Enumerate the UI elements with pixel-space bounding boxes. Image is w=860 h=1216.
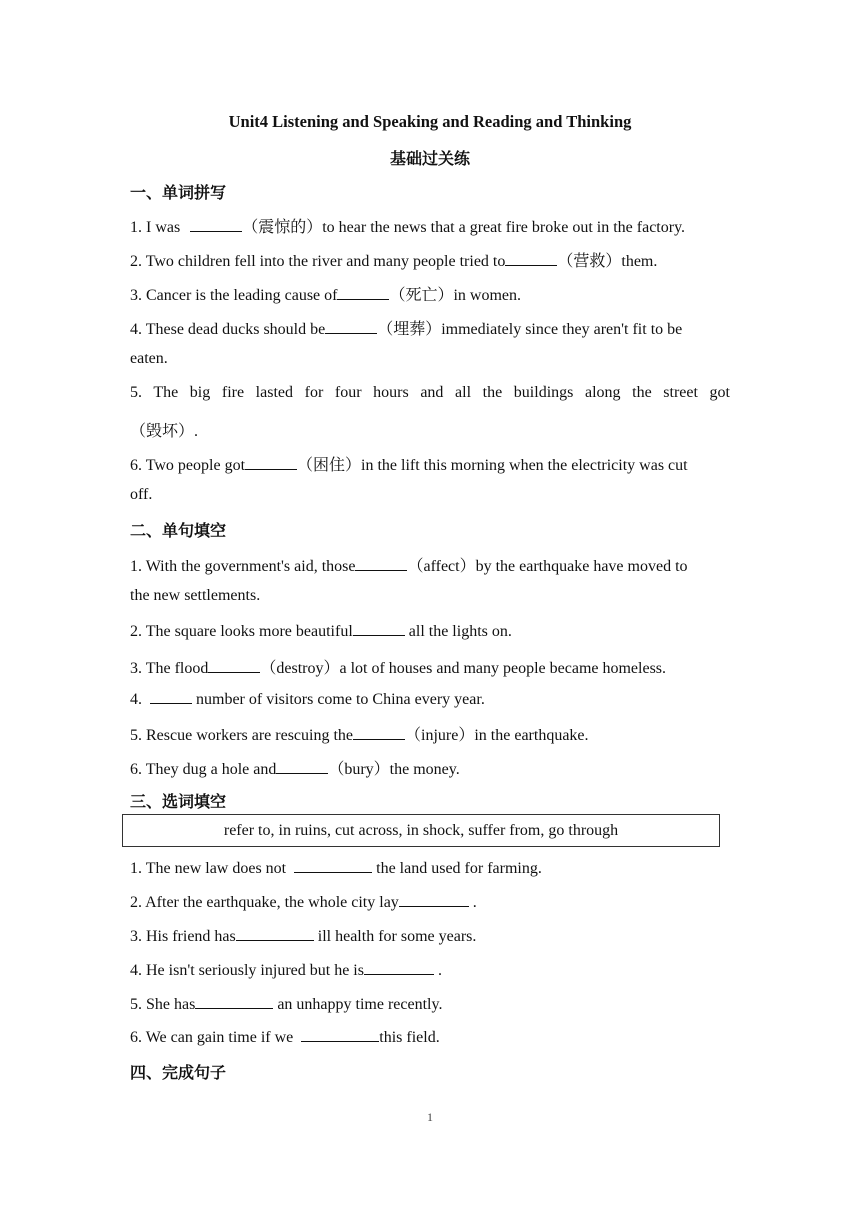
question-3-1 (130, 858, 730, 878)
question-text: （bury）the money. (328, 761, 460, 778)
section-heading-3: 三、选词填空 (130, 792, 227, 811)
answer-blank[interactable] (364, 960, 434, 975)
question-text: 3. His friend has (130, 928, 236, 945)
question-1-6 (130, 452, 730, 475)
answer-blank[interactable] (505, 251, 557, 266)
question-text: all the lights on. (404, 623, 512, 640)
question-text: 3. The flood (130, 660, 209, 677)
question-3-6 (130, 1027, 730, 1047)
question-1-6-continued: off. (130, 486, 153, 503)
question-2-1-continued: the new settlements. (130, 587, 261, 604)
answer-blank[interactable] (325, 319, 377, 334)
document-title: Unit4 Listening and Speaking and Reading and Thinking (228, 112, 632, 131)
answer-blank[interactable] (355, 556, 407, 571)
question-1-4-continued: eaten. (130, 350, 168, 367)
question-text: 6. They dug a hole and (130, 761, 277, 778)
question-text: 4. He isn't seriously injured but he is (130, 962, 364, 979)
answer-blank[interactable] (195, 994, 273, 1009)
question-1-2 (130, 248, 730, 271)
question-text: 6. Two people got (130, 457, 246, 474)
question-3-4 (130, 960, 730, 980)
section-heading-2: 二、单句填空 (130, 521, 227, 540)
question-text: （营救）them. (557, 253, 658, 270)
question-text: . (433, 962, 442, 979)
question-text: 5. Rescue workers are rescuing the (130, 727, 354, 744)
question-text: 6. We can gain time if we (130, 1029, 294, 1046)
question-text: （destroy）a lot of houses and many people became homeless. (260, 660, 667, 677)
answer-blank[interactable] (150, 689, 192, 704)
answer-blank[interactable] (294, 858, 372, 873)
answer-blank[interactable] (399, 892, 469, 907)
question-text: 2. Two children fell into the river and many people tried to (130, 253, 506, 270)
answer-blank[interactable] (208, 658, 260, 673)
question-text: 2. The square looks more beautiful (130, 623, 353, 640)
question-1-1 (130, 214, 730, 237)
answer-blank[interactable] (301, 1027, 379, 1042)
question-text: an unhappy time recently. (273, 996, 443, 1013)
question-text: （injure）in the earthquake. (405, 727, 589, 744)
question-text: 5. She has (130, 996, 196, 1013)
question-text: the land used for farming. (372, 860, 542, 877)
question-2-5 (130, 722, 730, 745)
question-1-4 (130, 316, 730, 339)
answer-blank[interactable] (337, 285, 389, 300)
question-text: 4. (130, 691, 142, 708)
answer-blank[interactable] (353, 621, 405, 636)
answer-blank[interactable] (190, 217, 242, 232)
question-1-5: 5. The big fire lasted for four hours and all the buildings along the street got (130, 384, 730, 401)
question-3-5 (130, 994, 730, 1014)
answer-blank[interactable] (353, 725, 405, 740)
answer-blank[interactable] (236, 926, 314, 941)
question-text: 1. The new law does not (130, 860, 287, 877)
question-text: 3. Cancer is the leading cause of (130, 287, 338, 304)
question-2-3 (130, 655, 730, 678)
question-1-5-continued: （毁坏）. (130, 423, 199, 440)
question-text: （埋葬）immediately since they aren't fit to be (377, 321, 683, 338)
answer-blank[interactable] (245, 455, 297, 470)
question-3-2 (130, 892, 730, 912)
question-2-1 (130, 553, 730, 576)
question-text: 1. I was (130, 219, 181, 236)
question-1-3 (130, 282, 730, 305)
question-2-6 (130, 756, 730, 779)
page-number: 1 (427, 1110, 433, 1124)
word-bank-box: refer to, in ruins, cut across, in shock, suffer from, go through (122, 814, 720, 847)
document-subtitle: 基础过关练 (389, 149, 470, 168)
question-text: （死亡）in women. (389, 287, 522, 304)
question-text: this field. (379, 1029, 440, 1046)
question-text: （震惊的）to hear the news that a great fire broke out in the factory. (242, 219, 686, 236)
question-2-4 (130, 689, 730, 709)
answer-blank[interactable] (276, 759, 328, 774)
question-text: . (468, 894, 477, 911)
question-text: 1. With the government's aid, those (130, 558, 356, 575)
question-text: 4. These dead ducks should be (130, 321, 326, 338)
question-text: （affect）by the earthquake have moved to (407, 558, 688, 575)
question-3-3 (130, 926, 730, 946)
question-text: number of visitors come to China every year. (192, 691, 485, 708)
question-text: 2. After the earthquake, the whole city lay (130, 894, 399, 911)
question-2-2 (130, 621, 730, 641)
section-heading-4: 四、完成句子 (130, 1063, 227, 1082)
question-text: ill health for some years. (313, 928, 477, 945)
question-text: （困住）in the lift this morning when the electricity was cut (297, 457, 688, 474)
section-heading-1: 一、单词拼写 (130, 183, 227, 202)
